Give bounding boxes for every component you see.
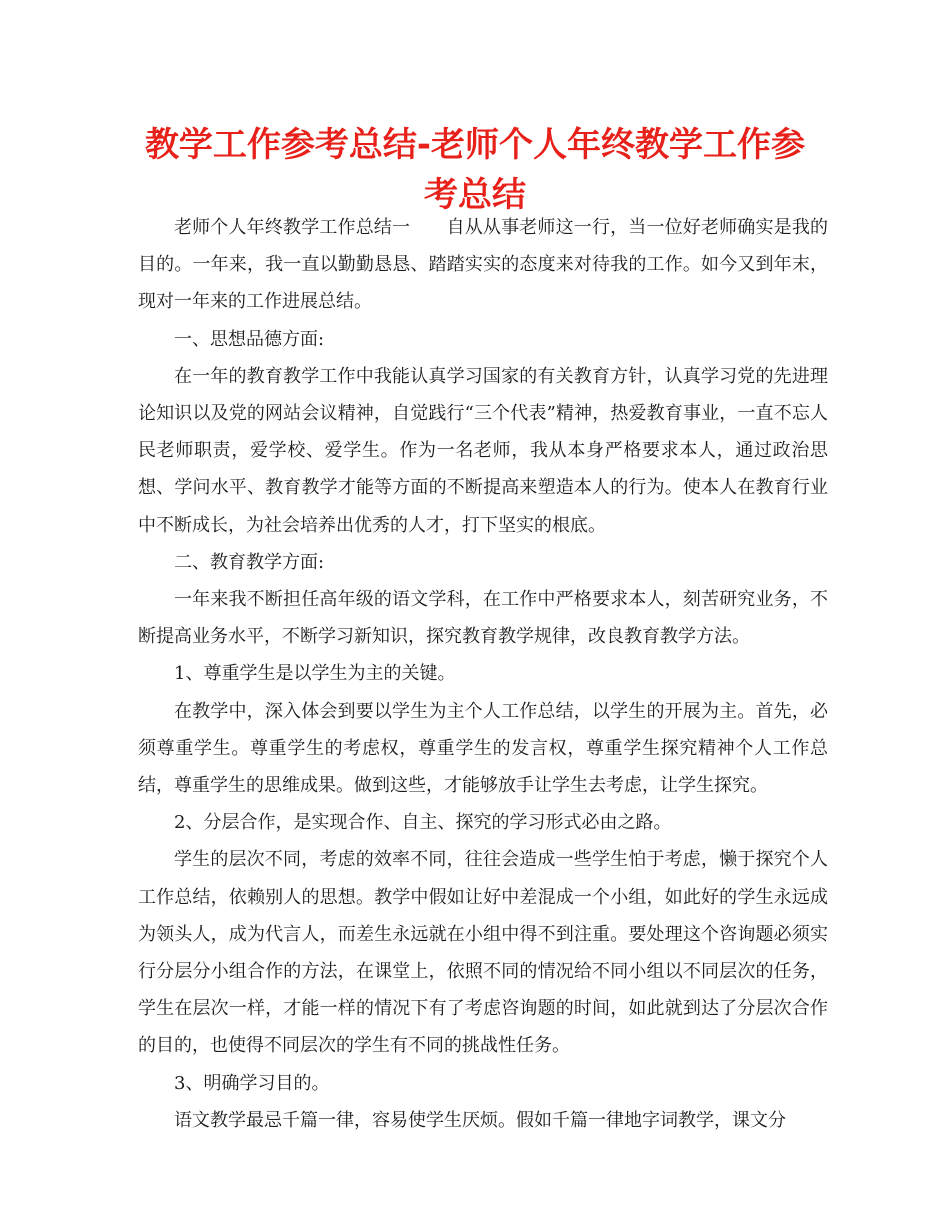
paragraph: 学生的层次不同，考虑的效率不同，往往会造成一些学生怕于考虑，懒于探究个人工作总结，依赖别人的思想。教学中假如让好中差混成一个小组，如此好的学生永远成为领头人，成为代言人，而差生永远就在小组中得不到注重。要处理这个咨询题必须实行分层分小组合作的方法，在课堂上，依照不同的情况给不同小组以不同层次的任务，学生在层次一样，才能一样的情况下有了考虑咨询题的时间，如此就到达了分层次合作的目的，也使得不同层次的学生有不同的挑战性任务。 — [138, 849, 828, 1057]
paragraph: 语文教学最忌千篇一律，容易使学生厌烦。假如千篇一律地字词教学，课文分 — [174, 1109, 786, 1131]
document-body — [138, 209, 828, 1139]
paragraph: 一年来我不断担任高年级的语文学科，在工作中严格要求本人，刻苦研究业务，不断提高业务水平，不断学习新知识，探究教育教学规律，改良教育教学方法。 — [138, 589, 828, 648]
section-heading: 一、思想品德方面: — [174, 328, 325, 350]
document-title: 教学工作参考总结-老师个人年终教学工作参考总结 — [144, 125, 806, 215]
paragraph: 在一年的教育教学工作中我能认真学习国家的有关教育方针，认真学习党的先进理论知识以及党的网站会议精神，自觉践行“三个代表”精神，热爱教育事业，一直不忘人民老师职责，爱学校、爱学生。作为一名老师，我从本身严格要求本人，通过政治思想、学问水平、教育教学才能等方面的不断提高来塑造本人的行为。使本人在教育行业中不断成长，为社会培养出优秀的人才，打下坚实的根底。 — [138, 365, 828, 536]
subsection-heading: 1、尊重学生是以学生为主的关键。 — [174, 663, 456, 685]
paragraph: 老师个人年终教学工作总结一 自从从事老师这一行，当一位好老师确实是我的目的。一年来，我一直以勤勤恳恳、踏踏实实的态度来对待我的工作。如今又到年末，现对一年来的工作进展总结。 — [138, 217, 828, 313]
section-heading: 二、教育教学方面: — [174, 551, 325, 573]
paragraph: 在教学中，深入体会到要以学生为主个人工作总结，以学生的开展为主。首先，必须尊重学生。尊重学生的考虑权，尊重学生的发言权，尊重学生探究精神个人工作总结，尊重学生的思维成果。做到这些，才能够放手让学生去考虑，让学生探究。 — [138, 700, 828, 797]
subsection-heading: 3、明确学习目的。 — [174, 1072, 330, 1094]
subsection-heading: 2、分层合作，是实现合作、自主、探究的学习形式必由之路。 — [174, 812, 672, 834]
